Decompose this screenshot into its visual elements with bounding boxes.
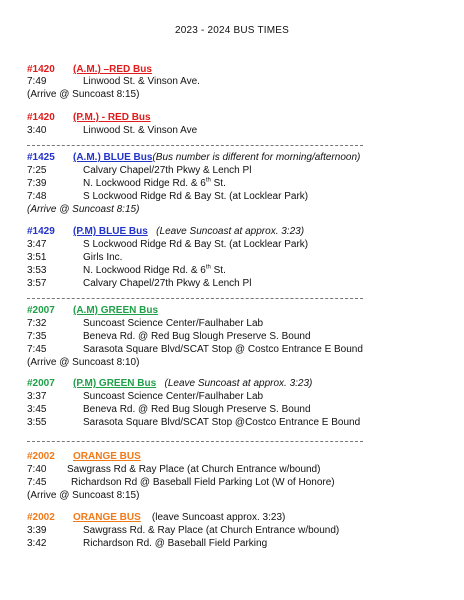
stop-place: Linwood St. & Vinson Ave [83, 125, 198, 136]
stop-place: N. Lockwood Ridge Rd. & 6th St. [83, 264, 226, 276]
header-note: (leave Suncoast approx. 3:23) [151, 512, 286, 523]
stop-place: Sawgrass Rd & Ray Place (at Church Entrance w/bound) [67, 464, 321, 475]
stop-place: Girls Inc. [83, 252, 123, 263]
page-title: 2023 - 2024 BUS TIMES [174, 25, 290, 36]
bus-number: #2002 [27, 512, 55, 523]
stop-time: 3:40 [27, 125, 47, 136]
stop-time: 3:47 [27, 239, 47, 250]
bus-label: (A.M) GREEN Bus [73, 305, 158, 316]
stop-row [27, 125, 197, 137]
stop-time: 7:49 [27, 76, 47, 87]
arrival-note: (Arrive @ Suncoast 8:15) [27, 204, 140, 215]
stop-row [27, 318, 263, 330]
stop-place: Suncoast Science Center/Faulhaber Lab [83, 391, 264, 402]
stop-time: 3:55 [27, 417, 47, 428]
stop-place: S Lockwood Ridge Rd & Bay St. (at Locklear Park) [83, 191, 309, 202]
stop-row [27, 391, 263, 403]
stop-row [27, 165, 251, 177]
bus-number: #1420 [27, 112, 55, 123]
stop-place: Sarasota Square Blvd/SCAT Stop @ Costco Entrance E Bound [83, 344, 363, 355]
stop-row [27, 525, 339, 537]
bus-label: (P.M) BLUE Bus [73, 226, 148, 237]
stop-time: 7:25 [27, 165, 47, 176]
header-note: (Leave Suncoast at approx. 3:23) [164, 378, 313, 389]
stop-time: 7:48 [27, 191, 47, 202]
bus-number: #2002 [27, 451, 55, 462]
stop-time: 7:40 [27, 464, 47, 475]
stop-time: 7:35 [27, 331, 47, 342]
orange-am-header [27, 451, 141, 463]
bus-number: #2007 [27, 378, 55, 389]
stop-row [27, 76, 200, 88]
stop-time: 3:51 [27, 252, 47, 263]
stop-time: 7:45 [27, 344, 47, 355]
stop-time: 3:39 [27, 525, 47, 536]
green-am-header [27, 305, 158, 317]
bus-label: ORANGE BUS [73, 451, 141, 462]
stop-row [27, 404, 311, 416]
stop-row [27, 191, 308, 203]
section-divider [27, 298, 363, 299]
bus-label: ORANGE BUS [73, 512, 141, 523]
stop-row [27, 331, 311, 343]
stop-row [27, 252, 122, 264]
stop-row [27, 477, 335, 489]
stop-row [27, 538, 267, 550]
bus-number: #1429 [27, 226, 55, 237]
stop-place: Beneva Rd. @ Red Bug Slough Preserve S. Bound [83, 404, 311, 415]
stop-time: 3:42 [27, 538, 47, 549]
bus-label: (P.M.) - RED Bus [73, 112, 151, 123]
stop-row [27, 178, 226, 190]
stop-row [27, 278, 251, 290]
stop-place: Richardson Rd. @ Baseball Field Parking [83, 538, 268, 549]
stop-row [27, 417, 360, 429]
stop-place: Beneva Rd. @ Red Bug Slough Preserve S. Bound [83, 331, 311, 342]
stop-time: 3:45 [27, 404, 47, 415]
bus-number: #2007 [27, 305, 55, 316]
stop-row [27, 239, 308, 251]
bus-label: (P.M) GREEN Bus [73, 378, 157, 389]
blue-pm-header [27, 226, 304, 238]
orange-pm-header [27, 512, 285, 524]
red-pm-header [27, 112, 151, 124]
arrival-note: (Arrive @ Suncoast 8:10) [27, 357, 140, 368]
stop-place: S Lockwood Ridge Rd & Bay St. (at Locklear Park) [83, 239, 309, 250]
header-note: (Bus number is different for morning/afternoon) [152, 152, 361, 163]
stop-time: 3:37 [27, 391, 47, 402]
green-pm-header [27, 378, 312, 390]
red-am-header [27, 64, 152, 76]
bus-label: (A.M.) –RED Bus [73, 64, 152, 75]
stop-place: Richardson Rd @ Baseball Field Parking Lot (W of Honore) [71, 477, 335, 488]
stop-place: Sarasota Square Blvd/SCAT Stop @Costco Entrance E Bound [83, 417, 361, 428]
blue-am-header [27, 152, 360, 164]
stop-place: N. Lockwood Ridge Rd. & 6th St. [83, 177, 226, 189]
stop-row [27, 464, 320, 476]
stop-row [27, 265, 226, 277]
section-divider [27, 441, 363, 442]
arrival-note: (Arrive @ Suncoast 8:15) [27, 490, 140, 501]
stop-time: 3:53 [27, 265, 47, 276]
stop-place: Suncoast Science Center/Faulhaber Lab [83, 318, 264, 329]
section-divider [27, 145, 363, 146]
stop-time: 7:45 [27, 477, 47, 488]
bus-number: #1425 [27, 152, 55, 163]
bus-number: #1420 [27, 64, 55, 75]
stop-place: Linwood St. & Vinson Ave. [83, 76, 200, 87]
stop-place: Calvary Chapel/27th Pkwy & Lench Pl [83, 165, 252, 176]
header-note: (Leave Suncoast at approx. 3:23) [156, 226, 305, 237]
stop-time: 7:32 [27, 318, 47, 329]
stop-row [27, 344, 363, 356]
bus-label: (A.M.) BLUE Bus [73, 152, 153, 163]
arrival-note: (Arrive @ Suncoast 8:15) [27, 89, 140, 100]
stop-place: Sawgrass Rd. & Ray Place (at Church Entrance w/bound) [83, 525, 340, 536]
stop-time: 7:39 [27, 178, 47, 189]
stop-time: 3:57 [27, 278, 47, 289]
stop-place: Calvary Chapel/27th Pkwy & Lench Pl [83, 278, 252, 289]
